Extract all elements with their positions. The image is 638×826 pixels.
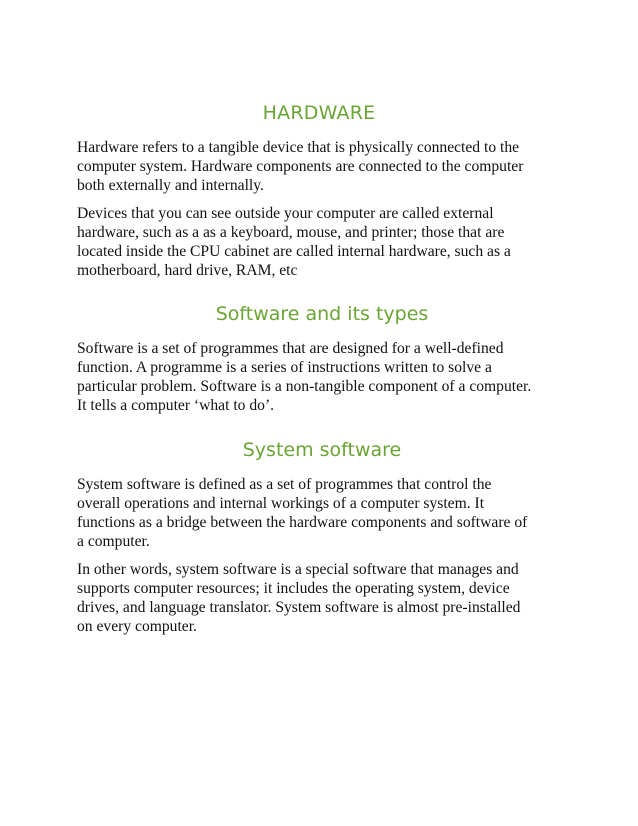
hardware-paragraph-1: Hardware refers to a tangible device that is physically connected to the computer system. Hardware components are connected to the computer both externally and internally. — [77, 139, 524, 194]
software-paragraph-1: Software is a set of programmes that are designed for a well-defined function. A programme is a series of instructions written to solve a particular problem. Software is a non-tangible component of a computer. It tells a computer ‘what to do’. — [77, 340, 532, 414]
heading-system-software: System software — [242, 439, 402, 461]
hardware-paragraph-2: Devices that you can see outside your computer are called external hardware, such as a as a keyboard, mouse, and printer; those that are located inside the CPU cabinet are called internal hardware, such as a motherboard, hard drive, RAM, etc — [77, 205, 511, 279]
document-content — [77, 102, 567, 645]
system-software-paragraph-1: System software is defined as a set of programmes that control the overall operations and internal workings of a computer system. It functions as a bridge between the hardware components and software of a computer. — [77, 476, 528, 550]
system-software-paragraph-2: In other words, system software is a special software that manages and supports computer resources; it includes the operating system, device drives, and language translator. System software is almost pre-installed on every computer. — [77, 561, 521, 635]
heading-hardware: HARDWARE — [262, 102, 376, 124]
heading-software-and-its-types: Software and its types — [215, 303, 429, 325]
